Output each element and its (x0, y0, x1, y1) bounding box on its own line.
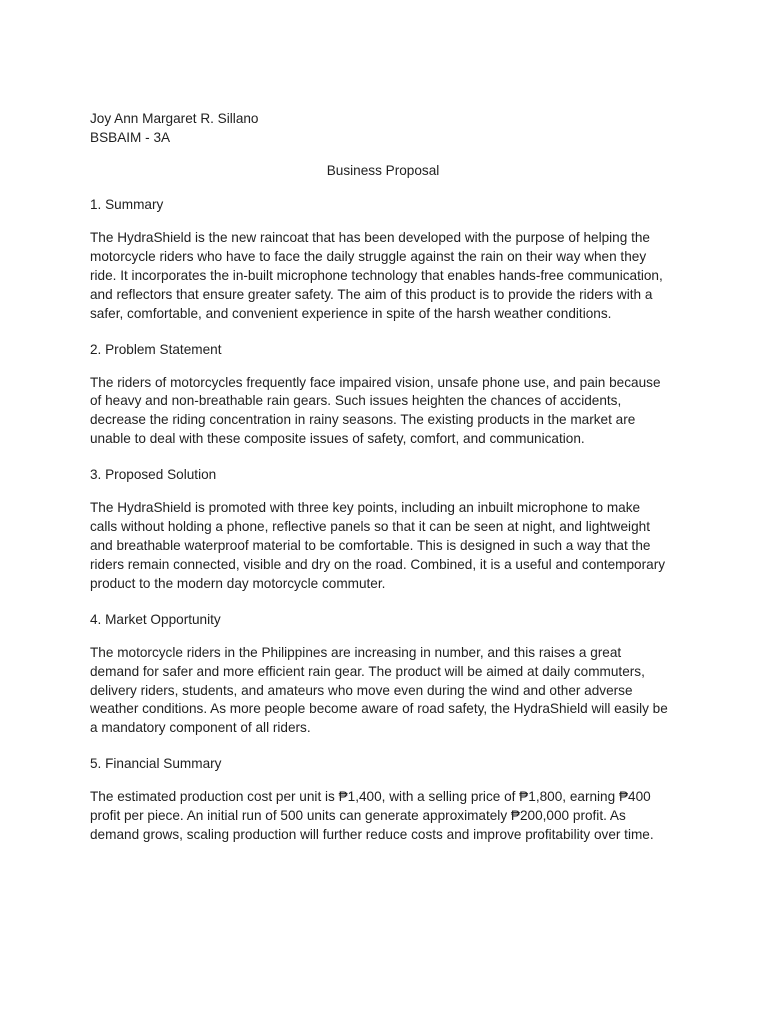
section-paragraph (90, 644, 690, 739)
section-heading: 1. Summary (90, 197, 164, 212)
sections-container (90, 195, 690, 845)
paragraph-line: safer, comfortable, and convenient experience in spite of the harsh weather conditions. (90, 305, 612, 321)
section-heading: 5. Financial Summary (90, 756, 222, 772)
document-title: Business Proposal (326, 163, 440, 178)
paragraph-line: of heavy and non-breathable rain gears. Such issues heighten the chances of accidents, (90, 393, 622, 409)
paragraph-line: a mandatory component of all riders. (90, 720, 311, 736)
paragraph-line: demand grows, scaling production will further reduce costs and improve profitability over time. (90, 827, 654, 843)
paragraph-line: profit per piece. An initial run of 500 units can generate approximately ₱200,000 profit. As (90, 808, 626, 824)
section-paragraph (90, 374, 690, 450)
document-page (90, 109, 690, 861)
paragraph-line: The estimated production cost per unit is ₱1,400, with a selling price of ₱1,800, earning ₱400 (90, 789, 651, 805)
section-paragraph (90, 229, 690, 324)
paragraph-line: decrease the riding concentration in rainy seasons. The existing products in the market are (90, 412, 636, 428)
paragraph-line: weather conditions. As more people become aware of road safety, the HydraShield will easily be (90, 701, 668, 717)
section-heading: 4. Market Opportunity (90, 611, 221, 627)
section-heading: 3. Proposed Solution (90, 467, 217, 483)
paragraph-line: calls without holding a phone, reflective panels so that it can be seen at night, and lightweight (90, 519, 650, 535)
paragraph-line: The HydraShield is the new raincoat that has been developed with the purpose of helping the (90, 230, 650, 245)
paragraph-line: The motorcycle riders in the Philippines are increasing in number, and this raises a great (90, 644, 622, 660)
paragraph-line: ride. It incorporates the in-built microphone technology that enables hands-free communication, (90, 267, 663, 283)
author-name: Joy Ann Margaret R. Sillano (90, 111, 259, 126)
paragraph-line: delivery riders, students, and amateurs who move even during the wind and other adverse (90, 682, 633, 698)
author-block (90, 109, 690, 147)
section-paragraph (90, 788, 690, 845)
paragraph-line: motorcycle riders who have to face the daily struggle against the rain on their way when they (90, 248, 647, 264)
paragraph-line: riders remain connected, visible and dry on the road. Combined, it is a useful and contemporary (90, 556, 666, 572)
section-paragraph (90, 499, 690, 594)
paragraph-line: demand for safer and more efficient rain gear. The product will be aimed at daily commuters, (90, 663, 645, 679)
section-heading: 2. Problem Statement (90, 341, 222, 357)
paragraph-line: The HydraShield is promoted with three key points, including an inbuilt microphone to make (90, 500, 641, 516)
paragraph-line: The riders of motorcycles frequently face impaired vision, unsafe phone use, and pain because (90, 374, 661, 390)
paragraph-line: unable to deal with these composite issues of safety, comfort, and communication. (90, 431, 585, 447)
author-section: BSBAIM - 3A (90, 130, 171, 145)
paragraph-line: product to the modern day motorcycle commuter. (90, 575, 386, 591)
paragraph-line: and reflectors that ensure greater safety. The aim of this product is to provide the riders with a (90, 286, 653, 302)
paragraph-line: and breathable waterproof material to be comfortable. This is designed in such a way that the (90, 537, 651, 553)
